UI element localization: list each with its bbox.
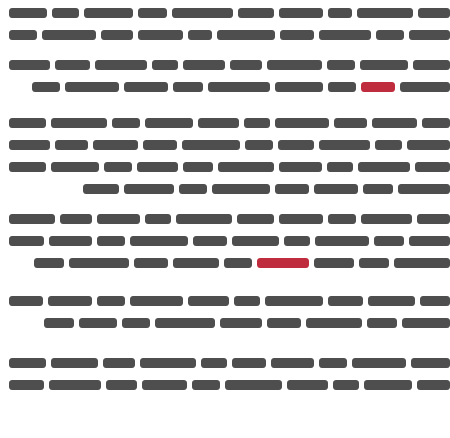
word-row <box>4 212 450 226</box>
text-line <box>0 230 450 252</box>
word-glyph <box>173 82 203 92</box>
word-glyph <box>51 162 99 172</box>
word-glyph <box>352 358 406 368</box>
word-row <box>4 182 450 196</box>
word-row <box>4 116 450 130</box>
word-glyph <box>275 118 329 128</box>
word-glyph <box>142 380 186 390</box>
word-glyph <box>359 258 389 268</box>
word-glyph <box>224 258 252 268</box>
word-glyph <box>84 8 134 18</box>
word-glyph <box>314 184 358 194</box>
word-glyph <box>265 296 323 306</box>
word-glyph <box>257 258 309 268</box>
text-line <box>0 76 450 98</box>
word-glyph <box>415 162 450 172</box>
text-line <box>0 2 450 24</box>
word-row <box>4 138 450 152</box>
word-glyph <box>275 184 309 194</box>
word-row <box>4 256 450 270</box>
word-glyph <box>9 236 44 246</box>
word-glyph <box>232 358 266 368</box>
word-glyph <box>9 214 55 224</box>
word-glyph <box>244 118 270 128</box>
word-glyph <box>374 236 404 246</box>
word-glyph <box>417 380 450 390</box>
word-glyph <box>93 140 138 150</box>
word-glyph <box>220 318 262 328</box>
word-glyph <box>279 8 323 18</box>
word-glyph <box>328 8 353 18</box>
word-glyph <box>9 140 50 150</box>
word-glyph <box>278 140 314 150</box>
word-glyph <box>112 118 140 128</box>
word-glyph <box>55 140 87 150</box>
word-row <box>4 80 450 94</box>
paragraph-4 <box>0 208 450 274</box>
word-glyph <box>367 318 397 328</box>
word-glyph <box>173 258 219 268</box>
text-line <box>0 252 450 274</box>
word-glyph <box>101 30 133 40</box>
word-glyph <box>422 118 450 128</box>
word-glyph <box>9 296 43 306</box>
word-glyph <box>328 214 356 224</box>
word-glyph <box>418 8 450 18</box>
text-line <box>0 312 450 334</box>
word-glyph <box>140 358 196 368</box>
word-glyph <box>328 296 363 306</box>
word-glyph <box>245 140 273 150</box>
word-glyph <box>212 184 270 194</box>
word-glyph <box>230 60 261 70</box>
word-glyph <box>106 380 137 390</box>
word-glyph <box>9 380 44 390</box>
word-glyph <box>225 380 282 390</box>
word-glyph <box>400 82 450 92</box>
word-glyph <box>192 380 220 390</box>
word-glyph <box>97 296 125 306</box>
word-glyph <box>279 162 322 172</box>
word-glyph <box>138 30 183 40</box>
word-row <box>4 378 450 392</box>
text-line <box>0 374 450 396</box>
word-glyph <box>9 162 46 172</box>
word-row <box>4 160 450 174</box>
word-row <box>4 234 450 248</box>
word-glyph <box>363 184 393 194</box>
word-glyph <box>267 318 301 328</box>
word-glyph <box>130 236 188 246</box>
text-line <box>0 54 450 76</box>
word-glyph <box>9 8 47 18</box>
word-glyph <box>183 60 226 70</box>
text-line <box>0 208 450 230</box>
word-glyph <box>284 236 310 246</box>
word-glyph <box>368 296 415 306</box>
word-glyph <box>398 184 450 194</box>
word-glyph <box>319 140 370 150</box>
word-glyph <box>155 318 215 328</box>
word-glyph <box>420 296 450 306</box>
word-glyph <box>409 236 450 246</box>
word-row <box>4 356 450 370</box>
word-glyph <box>275 82 323 92</box>
word-glyph <box>327 60 355 70</box>
word-glyph <box>48 296 93 306</box>
word-glyph <box>60 214 92 224</box>
word-glyph <box>237 214 274 224</box>
word-glyph <box>375 140 401 150</box>
word-glyph <box>145 118 193 128</box>
word-glyph <box>55 60 90 70</box>
word-glyph <box>279 214 324 224</box>
paragraph-2 <box>0 54 450 98</box>
word-glyph <box>179 184 207 194</box>
word-glyph <box>217 30 275 40</box>
word-glyph <box>9 358 46 368</box>
word-glyph <box>372 118 417 128</box>
word-glyph <box>51 118 107 128</box>
word-glyph <box>208 82 270 92</box>
word-glyph <box>361 214 411 224</box>
word-row <box>4 294 450 308</box>
word-glyph <box>34 258 64 268</box>
word-glyph <box>328 82 356 92</box>
word-glyph <box>97 214 140 224</box>
word-glyph <box>145 214 171 224</box>
word-glyph <box>188 296 229 306</box>
word-glyph <box>124 184 174 194</box>
word-glyph <box>32 82 60 92</box>
word-glyph <box>95 60 147 70</box>
paragraph-1 <box>0 2 450 46</box>
word-glyph <box>83 184 119 194</box>
word-glyph <box>130 296 182 306</box>
word-glyph <box>103 358 135 368</box>
word-glyph <box>234 296 260 306</box>
word-glyph <box>172 8 233 18</box>
word-glyph <box>143 140 177 150</box>
word-row <box>4 28 450 42</box>
word-glyph <box>402 318 450 328</box>
word-glyph <box>138 8 167 18</box>
word-row <box>4 6 450 20</box>
word-glyph <box>218 162 274 172</box>
word-glyph <box>409 30 450 40</box>
word-glyph <box>176 214 232 224</box>
word-glyph <box>44 318 74 328</box>
word-glyph <box>137 162 178 172</box>
word-glyph <box>361 82 395 92</box>
word-glyph <box>49 236 92 246</box>
word-glyph <box>314 258 354 268</box>
word-glyph <box>182 140 240 150</box>
word-glyph <box>364 380 412 390</box>
word-glyph <box>413 60 450 70</box>
word-glyph <box>232 236 279 246</box>
word-glyph <box>198 118 239 128</box>
word-glyph <box>376 30 404 40</box>
word-glyph <box>271 358 314 368</box>
word-glyph <box>9 60 50 70</box>
word-glyph <box>319 358 347 368</box>
word-glyph <box>306 318 362 328</box>
word-glyph <box>97 236 125 246</box>
word-glyph <box>360 60 408 70</box>
word-glyph <box>280 30 314 40</box>
word-glyph <box>333 380 359 390</box>
word-glyph <box>411 358 450 368</box>
word-glyph <box>49 380 101 390</box>
text-line <box>0 134 450 156</box>
word-glyph <box>188 30 212 40</box>
word-glyph <box>65 82 119 92</box>
text-line <box>0 112 450 134</box>
word-glyph <box>287 380 328 390</box>
paragraph-5 <box>0 290 450 334</box>
word-glyph <box>201 358 227 368</box>
paragraph-3 <box>0 112 450 200</box>
word-glyph <box>122 318 150 328</box>
text-line <box>0 24 450 46</box>
word-glyph <box>52 8 79 18</box>
word-glyph <box>183 162 213 172</box>
word-glyph <box>9 118 46 128</box>
word-glyph <box>79 318 117 328</box>
word-glyph <box>267 60 323 70</box>
word-glyph <box>42 30 96 40</box>
word-glyph <box>9 30 37 40</box>
text-line <box>0 178 450 200</box>
text-line <box>0 352 450 374</box>
word-glyph <box>334 118 367 128</box>
word-glyph <box>134 258 168 268</box>
word-row <box>4 316 450 330</box>
word-glyph <box>358 162 410 172</box>
word-glyph <box>394 258 450 268</box>
word-glyph <box>124 82 168 92</box>
word-glyph <box>407 140 450 150</box>
word-glyph <box>238 8 274 18</box>
word-glyph <box>417 214 450 224</box>
word-glyph <box>51 358 98 368</box>
word-glyph <box>104 162 132 172</box>
paragraph-6 <box>0 352 450 396</box>
word-glyph <box>193 236 227 246</box>
word-glyph <box>315 236 369 246</box>
text-line <box>0 290 450 312</box>
word-glyph <box>357 8 412 18</box>
word-glyph <box>327 162 353 172</box>
word-glyph <box>69 258 129 268</box>
word-glyph <box>319 30 371 40</box>
text-line <box>0 156 450 178</box>
word-glyph <box>152 60 178 70</box>
word-row <box>4 58 450 72</box>
